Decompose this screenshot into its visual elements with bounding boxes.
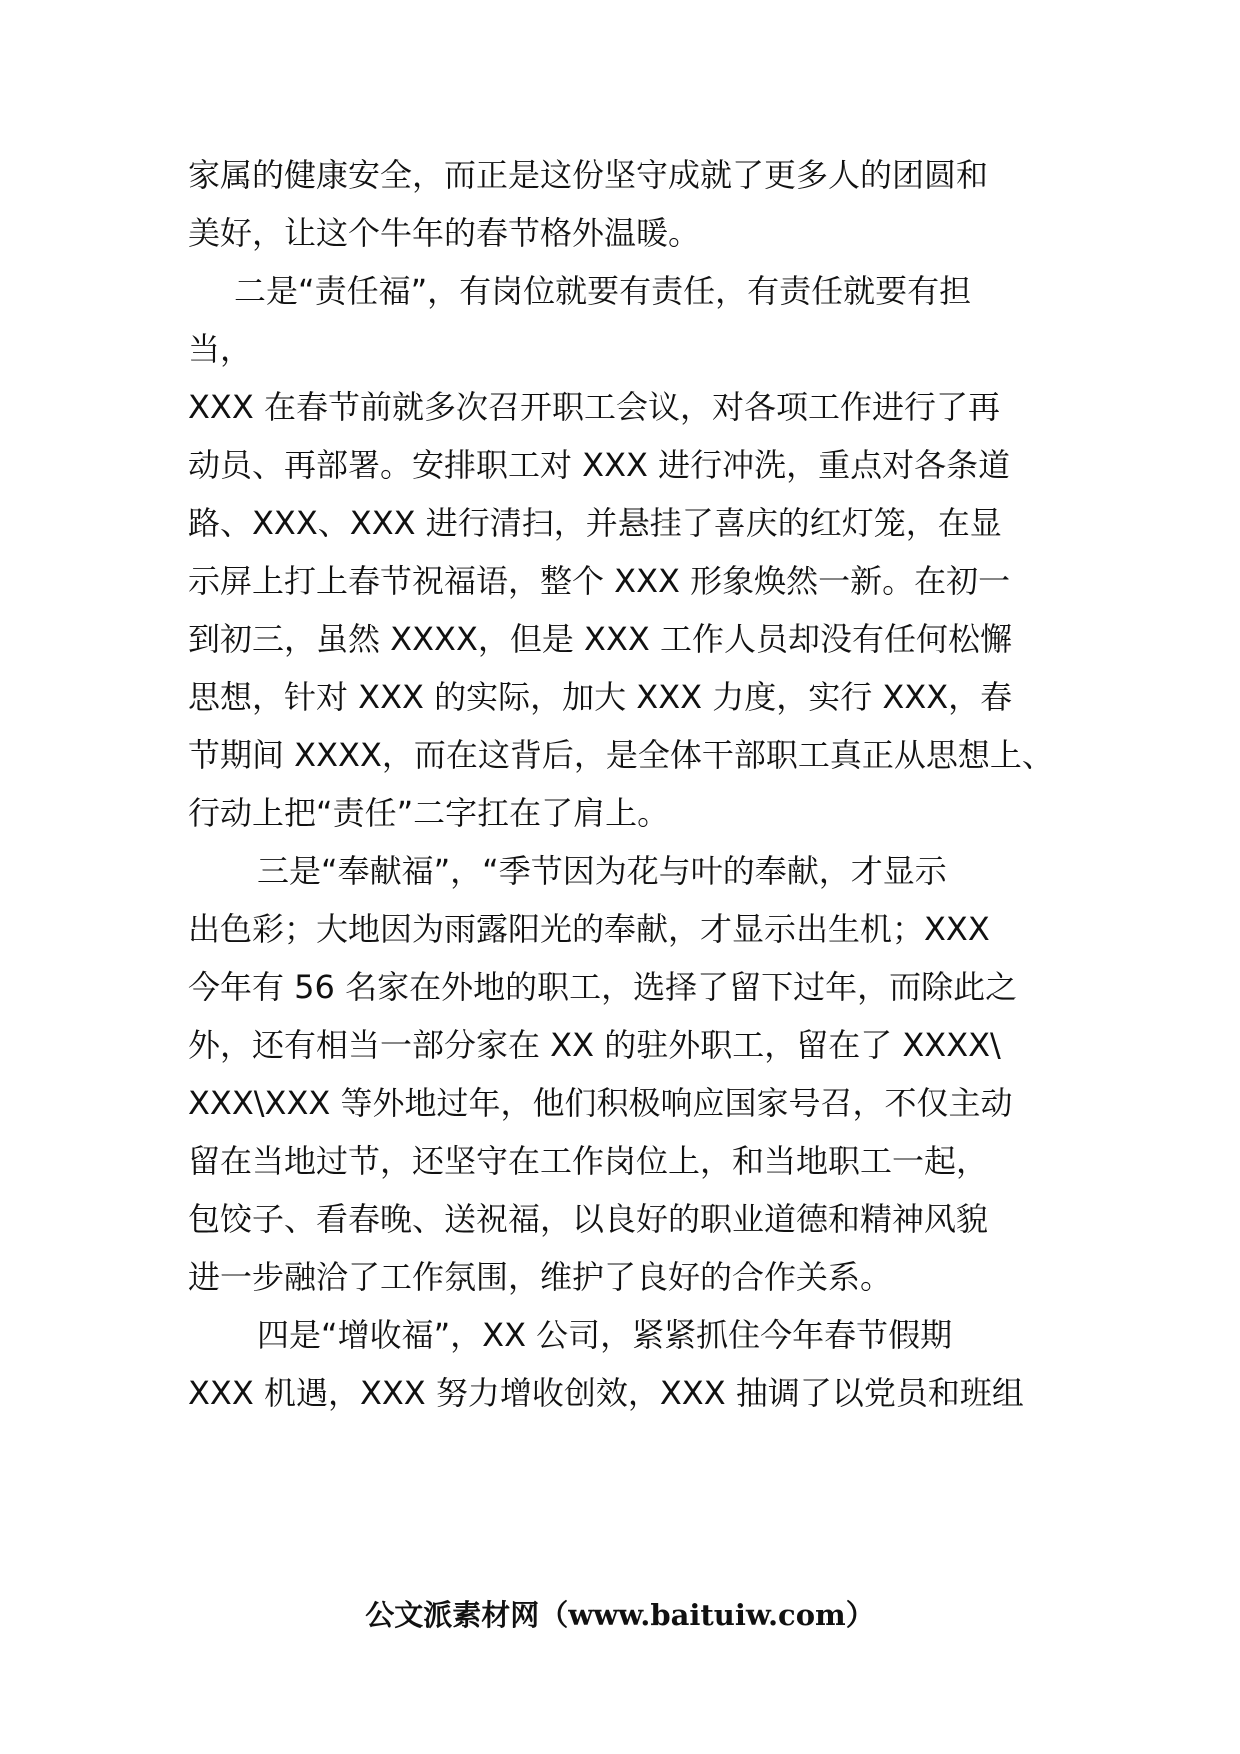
text-line-16: 外，还有相当一部分家在 XX 的驻外职工，留在了 XXXX\	[188, 1026, 1001, 1064]
text-line-10: 思想，针对 XXX 的实际，加大 XXX 力度，实行 XXX，春	[188, 678, 1013, 716]
text-line-12: 行动上把“责任”二字扛在了肩上。	[188, 794, 670, 832]
text-line-15: 今年有 56 名家在外地的职工，选择了留下过年，而除此之	[188, 968, 1018, 1006]
page-footer: 公文派素材网（www.baituiw.com）	[365, 1598, 875, 1632]
text-line-2: 美好，让这个牛年的春节格外温暖。	[188, 214, 701, 252]
text-line-3: 二是“责任福”，有岗位就要有责任，有责任就要有担	[234, 272, 972, 310]
text-line-20: 进一步融洽了工作氛围，维护了良好的合作关系。	[188, 1258, 893, 1296]
text-line-14: 出色彩；大地因为雨露阳光的奉献，才显示出生机；XXX	[188, 910, 990, 948]
text-line-21: 四是“增收福”，XX 公司，紧紧抓住今年春节假期	[257, 1316, 953, 1354]
text-line-11: 节期间 XXXX，而在这背后，是全体干部职工真正从思想上、	[188, 736, 1054, 774]
text-line-13: 三是“奉献福”，“季节因为花与叶的奉献，才显示	[257, 852, 947, 890]
text-line-1: 家属的健康安全，而正是这份坚守成就了更多人的团圆和	[188, 156, 989, 194]
text-line-17: XXX\XXX 等外地过年，他们积极响应国家号召，不仅主动	[188, 1084, 1013, 1122]
text-line-9: 到初三，虽然 XXXX，但是 XXX 工作人员却没有任何松懈	[188, 620, 1012, 658]
text-line-4: 当，	[188, 330, 253, 368]
text-line-7: 路、XXX、XXX 进行清扫，并悬挂了喜庆的红灯笼，在显	[188, 504, 1002, 542]
text-line-6: 动员、再部署。安排职工对 XXX 进行冲洗，重点对各条道	[188, 446, 1011, 484]
text-line-18: 留在当地过节，还坚守在工作岗位上，和当地职工一起，	[188, 1142, 989, 1180]
text-line-5: XXX 在春节前就多次召开职工会议，对各项工作进行了再	[188, 388, 1000, 426]
text-line-19: 包饺子、看春晚、送祝福，以良好的职业道德和精神风貌	[188, 1200, 989, 1238]
text-line-8: 示屏上打上春节祝福语，整个 XXX 形象焕然一新。在初一	[188, 562, 1011, 600]
text-line-22: XXX 机遇，XXX 努力增收创效，XXX 抽调了以党员和班组	[188, 1374, 1024, 1412]
